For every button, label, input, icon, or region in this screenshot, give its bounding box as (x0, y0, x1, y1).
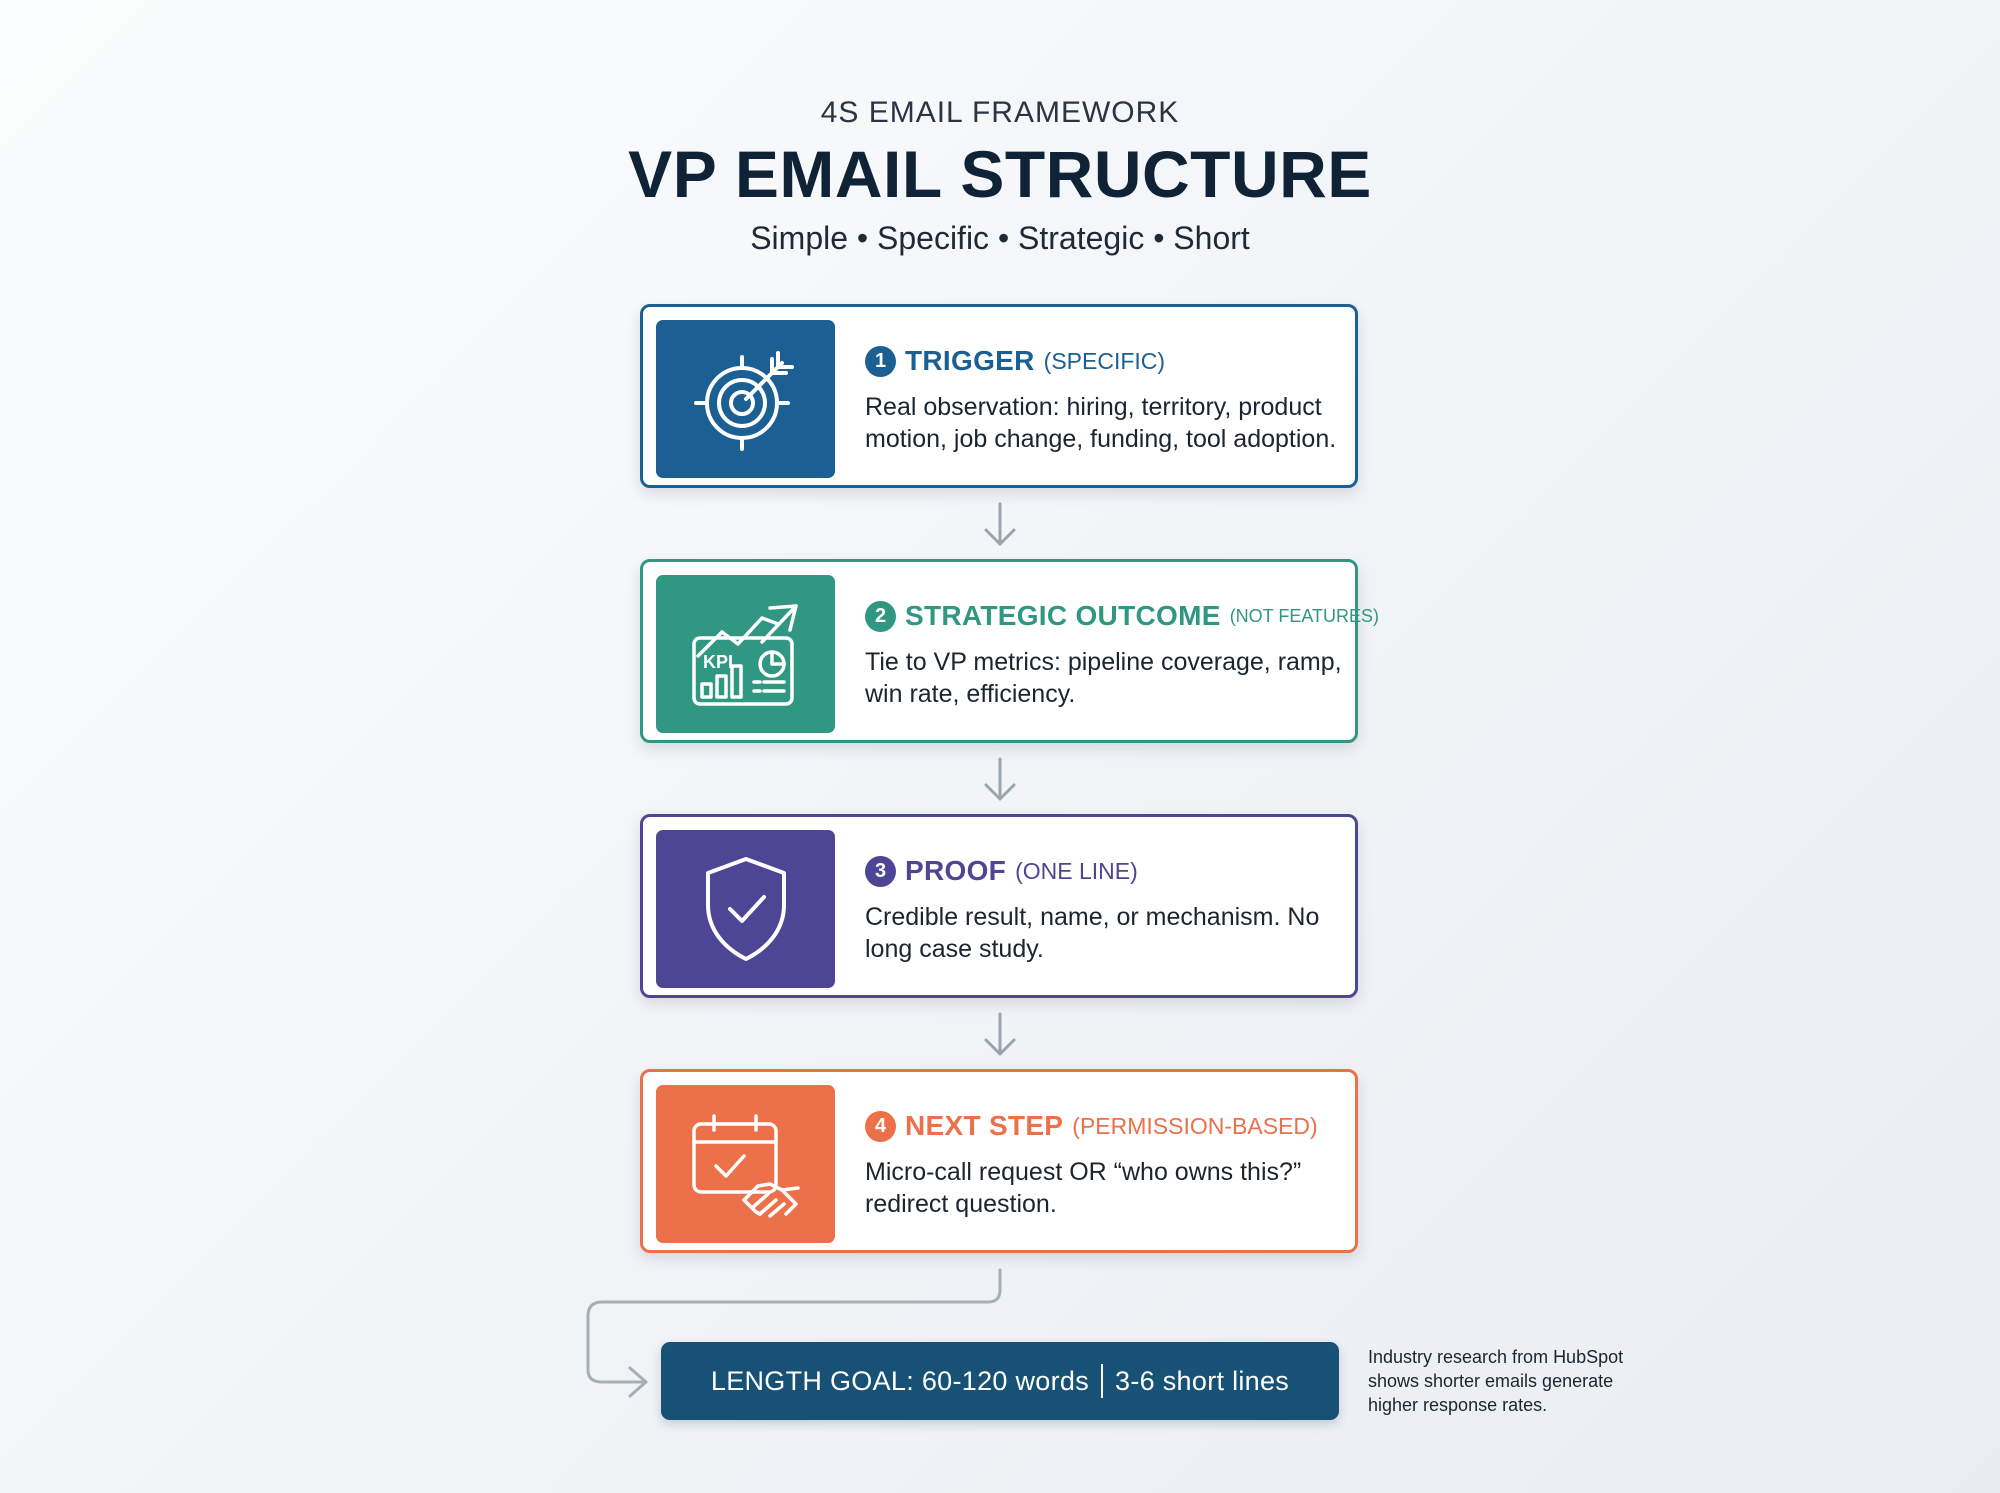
step-title: STRATEGIC OUTCOME (905, 600, 1221, 631)
down-arrow-icon (979, 500, 1021, 550)
step-number-badge: 2 (865, 601, 896, 632)
step-description: Tie to VP metrics: pipeline coverage, ramp, win rate, efficiency. (865, 648, 1342, 708)
step-card-strategic-outcome (640, 559, 1380, 743)
step-qualifier: (PERMISSION-BASED) (1072, 1112, 1318, 1139)
step-title: TRIGGER (905, 345, 1035, 376)
step-title: PROOF (905, 855, 1007, 886)
step-card-proof (640, 814, 1358, 998)
page-title: VP EMAIL STRUCTURE (628, 137, 1372, 211)
kpi-chart-icon (656, 575, 835, 733)
target-icon (656, 320, 835, 478)
step-description: Credible result, name, or mechanism. No long case study. (865, 903, 1320, 963)
step-heading (865, 600, 1380, 632)
step-qualifier: (ONE LINE) (1015, 857, 1138, 884)
step-description: Real observation: hiring, territory, product motion, job change, funding, tool adoption. (865, 393, 1337, 453)
down-arrow-icon (979, 755, 1021, 805)
framework-eyebrow: 4S EMAIL FRAMEWORK (820, 96, 1180, 129)
calendar-handshake-icon (656, 1085, 835, 1243)
page-subtitle: Simple • Specific • Strategic • Short (750, 220, 1250, 256)
down-arrow-icon (979, 1010, 1021, 1060)
shield-check-icon (656, 830, 835, 988)
step-qualifier: (NOT FEATURES) (1229, 605, 1380, 626)
research-note: Industry research from HubSpot shows shorter emails generate higher response rates. (1368, 1347, 1624, 1415)
step-card-trigger (640, 304, 1358, 488)
step-description: Micro-call request OR “who owns this?” redirect question. (865, 1158, 1302, 1218)
length-goal-lines: 3-6 short lines (1115, 1365, 1290, 1396)
step-heading (865, 345, 1345, 377)
step-number-badge: 4 (865, 1111, 896, 1142)
step-heading (865, 1110, 1345, 1142)
step-title: NEXT STEP (905, 1110, 1064, 1141)
step-card-next-step (640, 1069, 1358, 1253)
step-heading (865, 855, 1345, 887)
kpi-icon-label: KPI (702, 652, 733, 672)
step-number-badge: 1 (865, 346, 896, 377)
step-number-badge: 3 (865, 856, 896, 887)
length-goal-banner (661, 1342, 1339, 1420)
step-qualifier: (SPECIFIC) (1043, 347, 1166, 374)
length-goal-words: LENGTH GOAL: 60-120 words (710, 1365, 1090, 1396)
divider (1101, 1364, 1103, 1398)
